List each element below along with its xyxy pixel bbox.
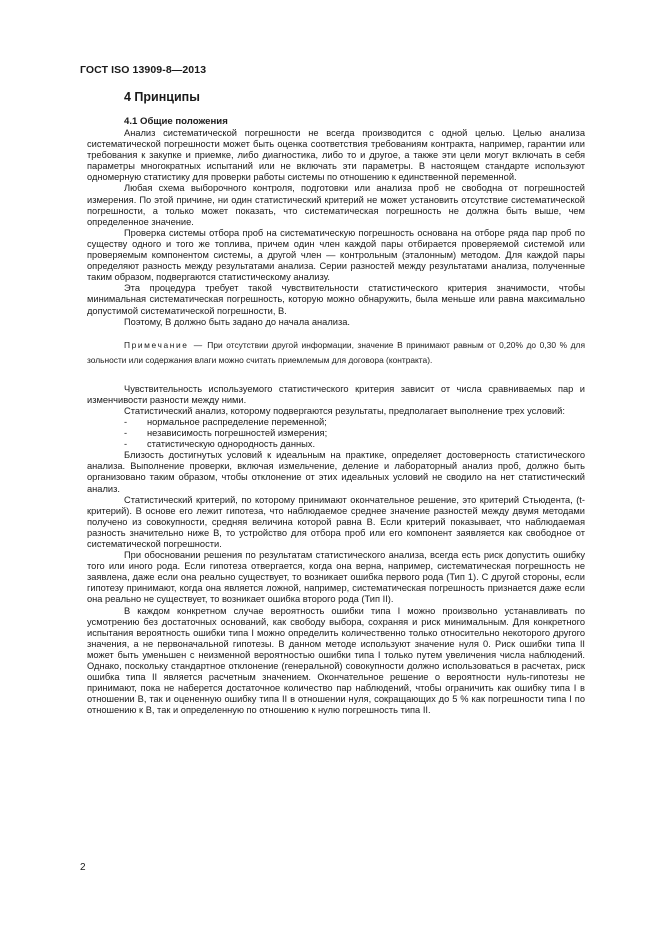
paragraph: Анализ систематической погрешности не всегда производится с одной целью. Целью анализа систематической погрешности может быть оценка соответствия требованиям контракта, например, гарантии или требования к закупке и приемке, либо диагностика, либо то и другое, а также эти цели могут включать в себя параметры многократных испытаний или не включать эти параметры. В настоящем стандарте используют одномерную статистику для проверки работы системы по отношению к единственной переменной. bbox=[87, 128, 585, 183]
list-item bbox=[87, 417, 585, 428]
paragraph: Статистический критерий, по которому принимают окончательное решение, это критерий Стьюдента, (t-критерий). В основе его лежит гипотеза, что наблюдаемое среднее значение разностей между двумя методами получено из совокупности, средняя величина которой равна B. Если критерий показывает, что наблюдаемая разность значительно ниже B, то устройство для отбора проб или его компонент заявляется как свободное от систематической погрешности. bbox=[87, 494, 585, 549]
paragraph: Поэтому, B должно быть задано до начала анализа. bbox=[124, 316, 350, 327]
page-number: 2 bbox=[80, 862, 86, 873]
paragraph: Статистический анализ, которому подвергаются результаты, предполагает выполнение трех условий: bbox=[124, 405, 565, 416]
paragraph: Эта процедура требует такой чувствительности статистического критерия значимости, чтобы минимальная систематическая погрешность, которую можно обнаружить, была меньше или равна максимально допустимой систематической погрешности, B. bbox=[87, 283, 585, 316]
list-item-text: статистическую однородность данных. bbox=[147, 439, 316, 450]
list-dash: - bbox=[124, 439, 128, 450]
list-item bbox=[87, 428, 585, 439]
paragraph: Проверка системы отбора проб на систематическую погрешность основана на отборе ряда пар проб по существу одного и того же топлива, причем один член каждой пары отбирается проверяемой системой или проверяемым компонентом системы, а другой член — контрольным (эталонным) методом. Для каждой пары определяют разность между результатами анализа. Серии разностей между результатами анализа, полученные таким образом, подвергаются статистическому анализу. bbox=[87, 227, 585, 283]
document-header: ГОСТ ISO 13909-8—2013 bbox=[80, 64, 207, 76]
list-item-text: нормальное распределение переменной; bbox=[147, 416, 327, 427]
paragraph: Любая схема выборочного контроля, подготовки или анализа проб не свободна от погрешностей измерения. По этой причине, ни один статистический критерий не может установить отсутствие систематической погрешности, а только может показать, что систематическая погрешность не должна быть выше, чем определенное значение. bbox=[87, 183, 585, 227]
paragraph: При обосновании решения по результатам статистического анализа, всегда есть риск допустить ошибку того или иного рода. Если гипотеза отвергается, когда она верна, например, систематическая погрешность не заявлена, даже если она реально существует, то возникает ошибка первого рода (Тип 1). С другой стороны, если гипотезу принимают, когда она является ложной, например, систематическая погрешность признается даже если она реально не существует, то возникает ошибка второго рода (Тип II). bbox=[87, 550, 585, 605]
paragraph: В каждом конкретном случае вероятность ошибки типа I можно произвольно устанавливать по усмотрению без достаточных оснований, как свободу выбора, сохраняя и риск минимальным. Для конкретного испытания вероятность ошибки типа I можно определить количественно только относительно некоторого другого значения, а не первоначальной гипотезы. В данном методе используют значение нуля 0. Риск ошибки типа II может быть уменьшен с неизменной вероятностью ошибки типа I только путем увеличения числа наблюдений. Однако, поскольку стандартное отклонение (генеральной) совокупности должно использоваться в расчетах, риск ошибка типа II является расчетным значением. Окончательное решение о вероятности нуль-гипотезы не принимают, пока не наберется достаточное количество пар наблюдений, чтобы ограничить как ошибку типа I в отношении B, так и оцененную ошибку типа II в отношении нуля, сокращающих до 5 % как погрешности типа I по отношению к B, так и определенную по отношению к нулю погрешность типа II. bbox=[87, 605, 585, 716]
note-label: Примечание — bbox=[124, 339, 204, 350]
note-text: При отсутствии другой информации, значение B принимают равным от 0,20% до 0,30 % для зольности или содержания влаги можно считать приемлемым для договора (контракта). bbox=[87, 339, 585, 365]
list-item bbox=[87, 439, 585, 450]
document-body bbox=[87, 90, 585, 717]
note bbox=[87, 338, 585, 368]
list-item-text: независимость погрешностей измерения; bbox=[147, 428, 328, 439]
conditions-list bbox=[87, 417, 585, 450]
list-dash: - bbox=[124, 428, 128, 439]
section-title: 4 Принципы bbox=[124, 90, 200, 104]
paragraph: Близость достигнутых условий к идеальным на практике, определяет достоверность статистического анализа. Выполнение проверки, включая измельчение, деление и лабораторный анализ проб, должно быть организовано таким образом, чтобы отклонение от этих идеальных условий не сводило на нет статистический анализ. bbox=[87, 450, 585, 494]
paragraph: Чувствительность используемого статистического критерия зависит от числа сравниваемых пар и изменчивости разности между ними. bbox=[87, 383, 585, 405]
subsection-title: 4.1 Общие положения bbox=[124, 116, 228, 127]
list-dash: - bbox=[124, 416, 128, 427]
